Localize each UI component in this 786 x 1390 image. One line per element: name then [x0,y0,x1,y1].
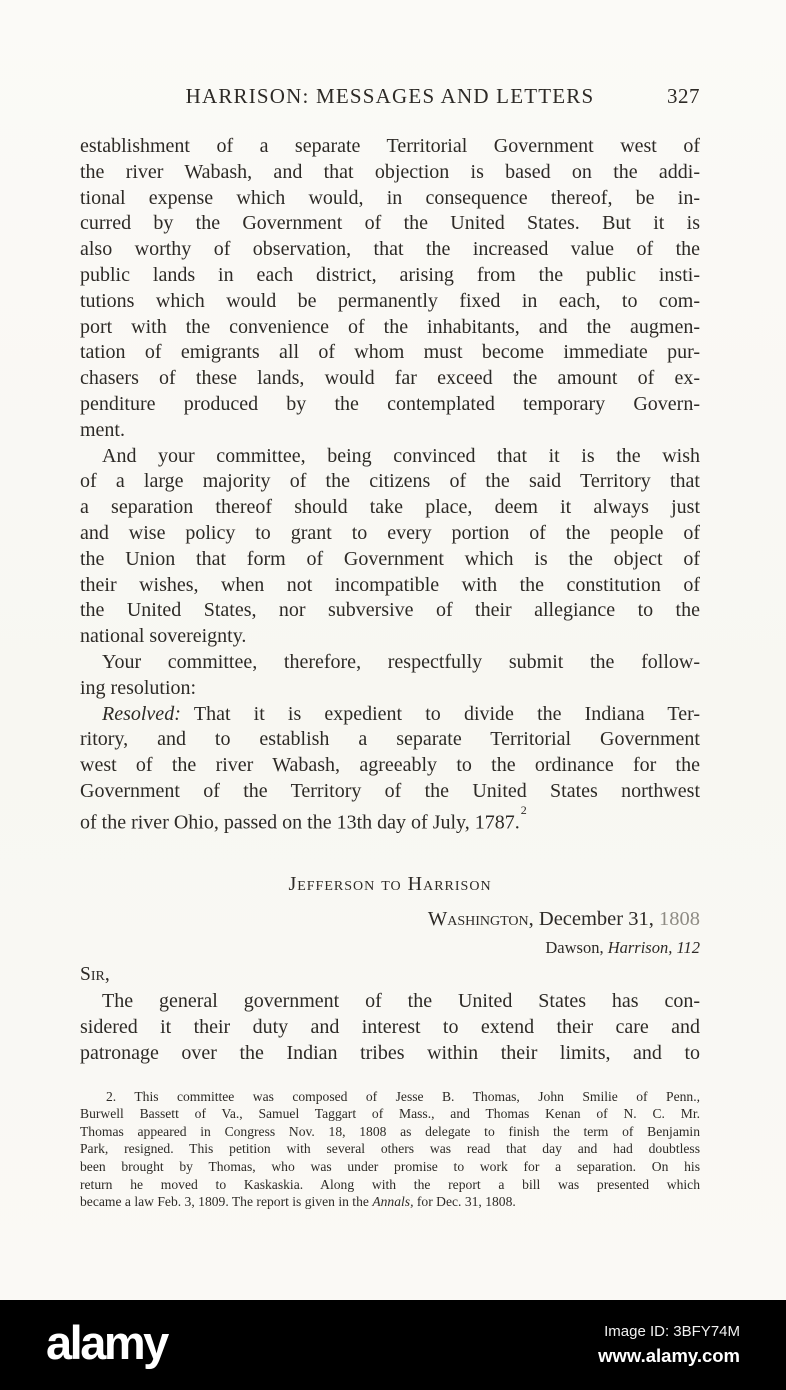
text-line: been brought by Thomas, who was under promise to work for a separation. On his [80,1158,700,1174]
citation-title-page: Harrison, 112 [607,938,700,958]
text-line: And your committee, being convinced that it is the wish [102,444,700,467]
text-line: port with the convenience of the inhabitants, and the augmen- [80,315,700,338]
text-line: Park, resigned. This petition with several others was read that day and had doubtless [80,1141,700,1157]
text-line: the river Wabash, and that objection is based on the addi- [80,160,700,183]
paragraph-expense-objection [80,134,700,444]
text-line: public lands in each district, arising from the public insti- [80,263,700,286]
alamy-website-url: www.alamy.com [598,1345,740,1366]
footnote-last-prefix: became a law Feb. 3, 1809. The report is given in the [80,1194,373,1210]
text-line: also worthy of observation, that the increased value of the [80,238,700,261]
text-line: the United States, nor subversive of their allegiance to the [80,599,700,622]
footnote-last-suffix: for Dec. 31, 1808. [413,1194,516,1210]
text-line [80,805,700,836]
text-line: establishment of a separate Territorial Government west of [80,135,700,157]
alamy-watermark-bar [0,1300,786,1390]
text-line: ritory, and to establish a separate Territorial Government [80,728,700,751]
letter-heading: Jefferson to Harrison [288,873,492,896]
text-line: return he moved to Kaskaskia. Along with the report a bill was presented which [80,1176,700,1192]
text-line: a separation thereof should take place, deem it always just [80,496,700,519]
dateline-place: Washington, [427,908,534,931]
text-line: Burwell Bassett of Va., Samuel Taggart of Mass., and Thomas Kenan of N. C. Mr. [80,1106,700,1122]
footnote-reference: 2 [520,804,527,817]
footnote-lines [80,1088,700,1194]
text-line: national sovereignty. [80,625,247,648]
image-id-label: Image ID: 3BFY74M [604,1323,740,1340]
running-head [80,84,700,109]
text-line: Government of the Territory of the United States northwest [80,779,700,802]
paragraph-committee-conviction [80,444,700,650]
text-line: west of the river Wabash, agreeably to the ordinance for the [80,754,700,777]
text-line [80,1193,700,1211]
resolution-last-line: of the river Ohio, passed on the 13th day of July, 1787. [80,811,520,834]
text-line: tutions which would be permanently fixed in each, to com- [80,289,700,312]
footer-info [598,1323,740,1367]
paragraph-resolution [80,702,700,837]
text-line: and wise policy to grant to every portion of the people of [80,521,700,544]
text-line [80,702,700,728]
text-line: curred by the Government of the United States. But it is [80,212,700,235]
page-number: 327 [667,84,700,108]
alamy-logo: alamy [46,1315,167,1369]
text-line: of a large majority of the citizens of the said Territory that [80,470,700,493]
text-line: patronage over the Indian tribes within their limits, and to [80,1041,700,1064]
text-line: sidered it their duty and interest to extend their care and [80,1015,700,1038]
resolution-middle-lines [80,727,700,804]
dateline-year: 1808 [659,908,700,931]
citation-author: Dawson, [545,938,608,958]
running-head-title: HARRISON: MESSAGES AND LETTERS [185,84,595,108]
letter-source-citation [80,937,700,959]
footnote-annals-title: Annals, [372,1194,414,1210]
text-line: ment. [80,418,125,441]
footnote [80,1088,700,1211]
text-line: the Union that form of Government which is the object of [80,547,700,570]
text-line: Your committee, therefore, respectfully submit the follow- [102,650,700,673]
text-line: their wishes, when not incompatible with the constitution of [80,573,700,596]
text-line: penditure produced by the contemplated temporary Govern- [80,392,700,415]
text-line: Thomas appeared in Congress Nov. 18, 1808 as delegate to finish the term of Benjamin [80,1123,700,1139]
text-line: tional expense which would, in consequence thereof, be in- [80,186,700,209]
text-line: The general government of the United States has con- [102,990,700,1013]
text-line: chasers of these lands, would far exceed the amount of ex- [80,367,700,390]
letter-dateline [80,906,700,932]
paragraph-letter-body [80,989,700,1066]
text-line: 2. This committee was composed of Jesse B. Thomas, John Smilie of Penn., [106,1088,700,1104]
paragraph-submit-resolution [80,650,700,702]
resolution-line1: That it is expedient to divide the Indiana Ter- [193,702,700,725]
text-line: ing resolution: [80,676,197,699]
letter-salutation: Sir, [80,964,110,986]
dateline-date: December 31, [533,908,659,931]
text-line: tation of emigrants all of whom must become immediate pur- [80,341,700,364]
resolved-label: Resolved: [102,702,181,725]
